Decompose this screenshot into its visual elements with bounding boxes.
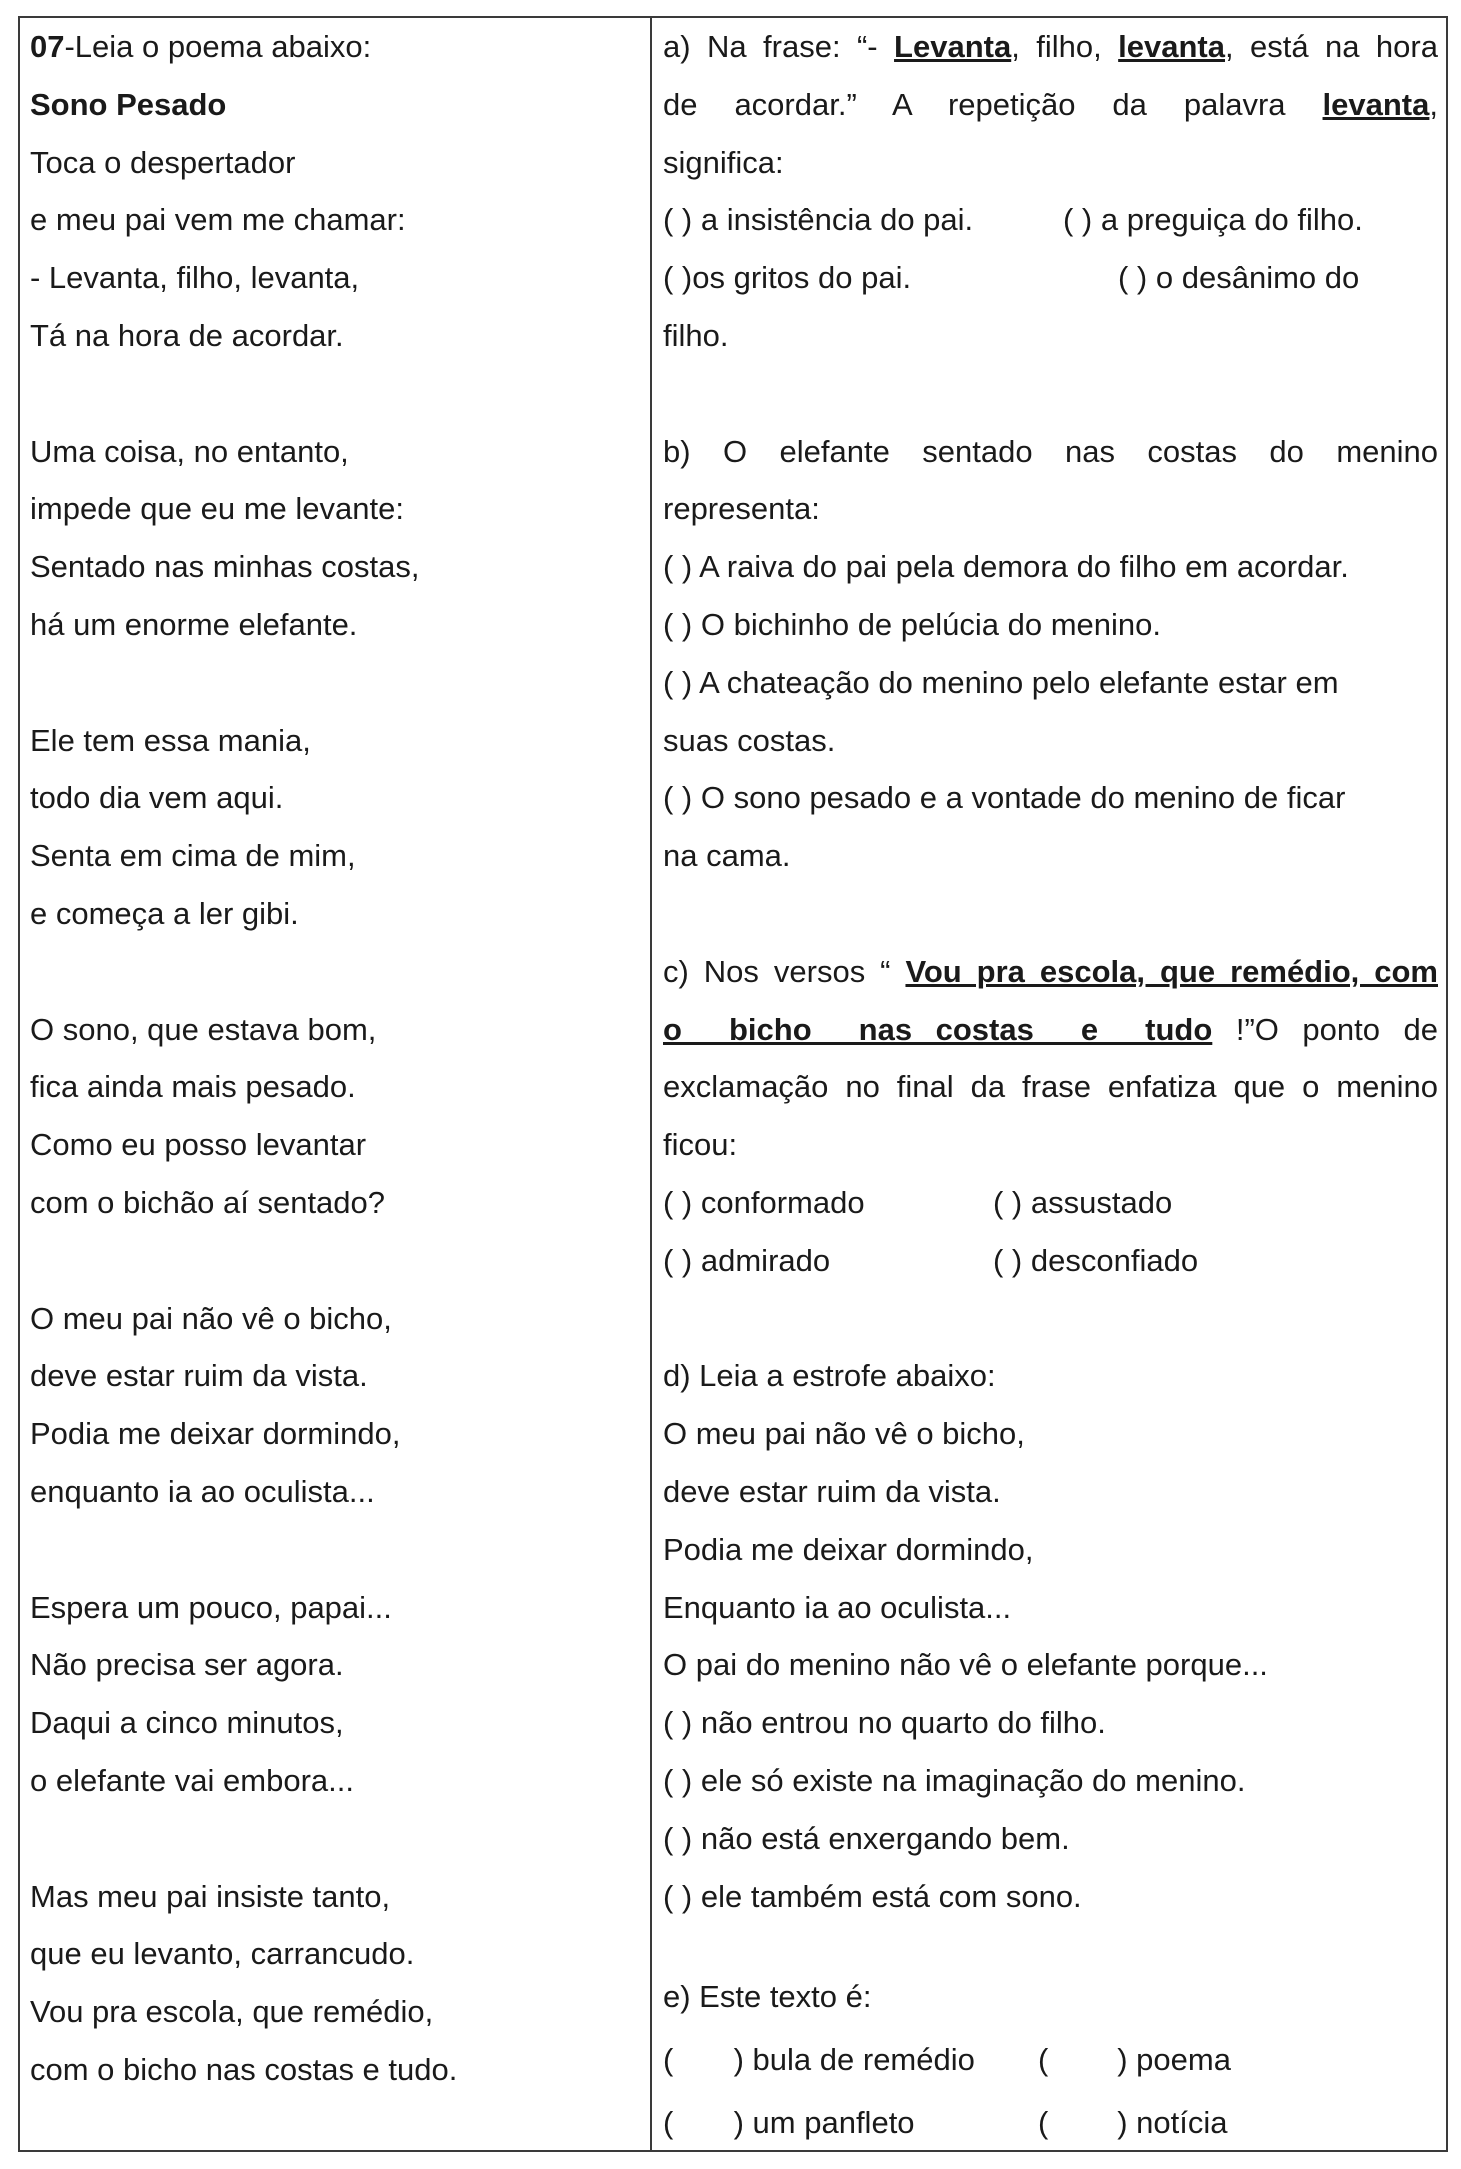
poem-stanza-7 [30, 1868, 640, 2099]
question-d-prompt: O pai do menino não vê o elefante porque... [663, 1647, 1268, 1683]
question-d-line-1: d) Leia a estrofe abaixo: [663, 1358, 996, 1394]
option-checkbox[interactable]: ( ) A raiva do pai pela demora do filho em acordar. [663, 549, 1349, 585]
option-checkbox[interactable]: ( ) não está enxergando bem. [663, 1820, 1070, 1856]
option-checkbox[interactable]: ( ) desconfiado [993, 1242, 1199, 1278]
question-a-line-1 [663, 18, 1438, 76]
option-checkbox[interactable]: ( ) A chateação do menino pelo elefante estar em [663, 664, 1339, 700]
question-c-line-4: ficou: [663, 1127, 738, 1163]
poem-verse: Não precisa ser agora. [30, 1647, 344, 1683]
option-continuation: suas costas. [663, 722, 836, 758]
quoted-verse: Podia me deixar dormindo, [663, 1531, 1034, 1567]
option-row [663, 191, 1438, 249]
highlight-verse: Vou pra escola, que remédio, com [905, 953, 1438, 989]
question-d [663, 1347, 1438, 1925]
poem-verse: o elefante vai embora... [30, 1762, 354, 1798]
poem-stanza-6 [30, 1579, 640, 1810]
option-checkbox[interactable]: ( ) ele só existe na imaginação do menino. [663, 1762, 1246, 1798]
poem-stanza-3 [30, 712, 640, 943]
text: c) Nos versos “ [663, 953, 891, 989]
poem-stanza-2 [30, 423, 640, 654]
option-continuation: na cama. [663, 838, 791, 874]
highlight-word: Levanta [894, 29, 1012, 64]
option-checkbox[interactable]: ( ) notícia [1038, 2105, 1228, 2141]
text: a) Na frase: “- [663, 29, 878, 64]
poem-verse: com o bicho nas costas e tudo. [30, 2051, 458, 2087]
poem-verse: O sono, que estava bom, [30, 1011, 377, 1047]
poem-verse: que eu levanto, carrancudo. [30, 1936, 415, 1972]
option-checkbox[interactable]: ( ) a insistência do pai. [663, 202, 974, 238]
column-divider [650, 18, 652, 2150]
question-b-line-2: representa: [663, 491, 820, 527]
poem-verse: Sentado nas minhas costas, [30, 549, 420, 585]
question-a-line-2 [663, 76, 1438, 134]
option-checkbox[interactable]: ( ) assustado [993, 1184, 1173, 1220]
option-row [663, 249, 1438, 307]
poem-verse: Uma coisa, no entanto, [30, 433, 349, 469]
highlight-word: levanta [1322, 86, 1430, 122]
poem-verse: e começa a ler gibi. [30, 895, 299, 931]
option-checkbox[interactable]: ( ) ele também está com sono. [663, 1878, 1082, 1914]
text: e) Este texto é: [663, 1979, 872, 2015]
question-c-line-3: exclamação no final da frase enfatiza que o menino [663, 1069, 1438, 1105]
poem-stanza-4 [30, 1001, 640, 1232]
poem-column [30, 18, 640, 2099]
option-checkbox[interactable]: ( ) um panfleto [663, 2105, 915, 2141]
question-heading [30, 18, 640, 76]
questions-column [663, 18, 1438, 2154]
text: , [1429, 86, 1438, 122]
poem-verse: com o bichão aí sentado? [30, 1184, 386, 1220]
option-row [663, 2091, 1438, 2154]
option-checkbox[interactable]: ( ) conformado [663, 1184, 865, 1220]
poem-verse: enquanto ia ao oculista... [30, 1473, 375, 1509]
poem-verse: Vou pra escola, que remédio, [30, 1994, 434, 2030]
poem-verse: há um enorme elefante. [30, 606, 358, 642]
poem-verse: Senta em cima de mim, [30, 838, 356, 874]
poem-verse: impede que eu me levante: [30, 491, 404, 527]
text: !”O ponto de [1235, 1011, 1438, 1047]
poem-stanza-1 [30, 134, 640, 365]
question-a-line-6: filho. [663, 317, 729, 353]
option-checkbox[interactable]: ( ) poema [1038, 2042, 1231, 2078]
question-b [663, 423, 1438, 885]
option-checkbox[interactable]: ( ) bula de remédio [663, 2042, 975, 2078]
option-checkbox[interactable]: ( ) O sono pesado e a vontade do menino de ficar [663, 780, 1346, 816]
quoted-verse: O meu pai não vê o bicho, [663, 1416, 1025, 1452]
text: , está na hora [1225, 29, 1438, 64]
poem-verse: todo dia vem aqui. [30, 780, 284, 816]
poem-verse: Ele tem essa mania, [30, 722, 311, 758]
highlight-word: levanta [1118, 29, 1225, 64]
poem-verse: Podia me deixar dormindo, [30, 1416, 401, 1452]
option-checkbox[interactable]: ( )os gritos do pai. [663, 260, 912, 296]
option-row [663, 1174, 1438, 1232]
poem-title: Sono Pesado [30, 86, 227, 122]
option-checkbox[interactable]: ( ) O bichinho de pelúcia do menino. [663, 606, 1162, 642]
option-row [663, 2028, 1438, 2091]
highlight-verse: o bicho nas costas e tudo [663, 1011, 1213, 1047]
poem-verse: deve estar ruim da vista. [30, 1358, 368, 1394]
poem-verse: Como eu posso levantar [30, 1127, 367, 1163]
option-checkbox[interactable]: ( ) o desânimo do [1118, 260, 1360, 296]
question-intro: -Leia o poema abaixo: [64, 29, 372, 64]
question-a-line-3: significa: [663, 144, 784, 180]
question-number: 07 [30, 29, 65, 64]
poem-verse: fica ainda mais pesado. [30, 1069, 356, 1105]
poem-verse: Daqui a cinco minutos, [30, 1705, 344, 1741]
text: , filho, [1011, 29, 1102, 64]
quoted-verse: Enquanto ia ao oculista... [663, 1589, 1012, 1625]
poem-stanza-5 [30, 1290, 640, 1521]
question-b-line-1: b) O elefante sentado nas costas do menino [663, 433, 1438, 469]
quoted-verse: deve estar ruim da vista. [663, 1473, 1001, 1509]
question-c [663, 943, 1438, 1290]
poem-verse: Tá na hora de acordar. [30, 317, 344, 353]
exercise-sheet [18, 16, 1448, 2152]
option-checkbox[interactable]: ( ) a preguiça do filho. [1063, 202, 1363, 238]
poem-verse: Toca o despertador [30, 144, 296, 180]
question-a [663, 18, 1438, 365]
option-checkbox[interactable]: ( ) admirado [663, 1242, 831, 1278]
text: de acordar.” A repetição da palavra [663, 86, 1286, 122]
question-e-line-1 [663, 1965, 1438, 2028]
poem-verse: Espera um pouco, papai... [30, 1589, 392, 1625]
poem-verse: e meu pai vem me chamar: [30, 202, 406, 238]
poem-verse: O meu pai não vê o bicho, [30, 1300, 392, 1336]
option-row [663, 1232, 1438, 1290]
poem-verse: - Levanta, filho, levanta, [30, 260, 360, 296]
poem-verse: Mas meu pai insiste tanto, [30, 1878, 391, 1914]
option-checkbox[interactable]: ( ) não entrou no quarto do filho. [663, 1705, 1106, 1741]
question-e [663, 1965, 1438, 2154]
question-c-line-1 [663, 943, 1438, 1001]
question-c-line-2 [663, 1001, 1438, 1059]
